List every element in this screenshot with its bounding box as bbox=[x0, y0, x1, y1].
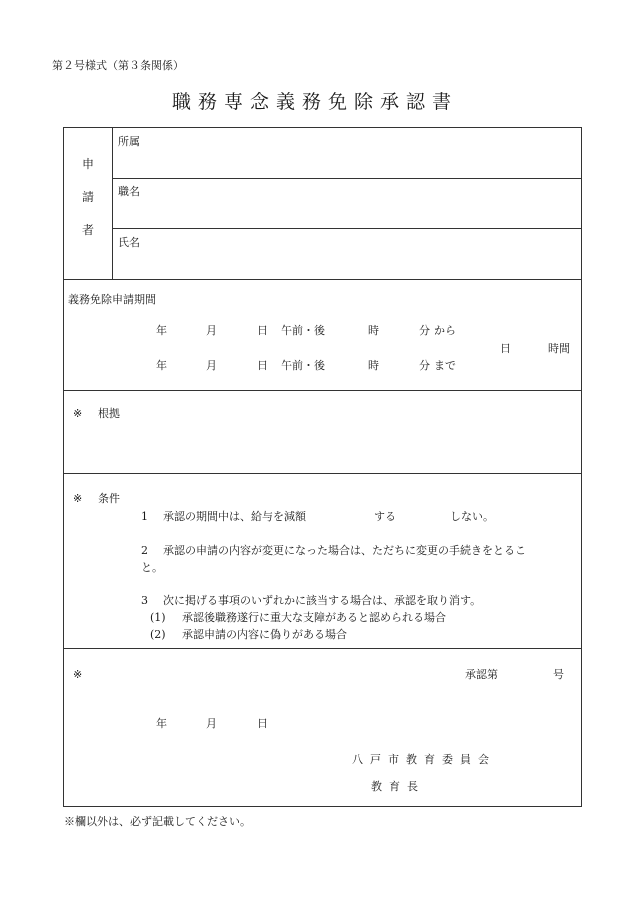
period-to-hour: 時 bbox=[368, 359, 379, 372]
approval-date-day: 日 bbox=[257, 717, 268, 730]
period-from-ampm: 午前・後 bbox=[281, 324, 325, 337]
period-from-minute: 分 bbox=[419, 324, 430, 337]
period-to-suffix: まで bbox=[434, 359, 456, 372]
condition-3-sub-2-number: (2) bbox=[150, 628, 166, 641]
condition-3-sub-1-number: (1) bbox=[150, 611, 166, 624]
job-title-label: 職名 bbox=[118, 185, 140, 198]
basis-label: 根拠 bbox=[98, 407, 120, 420]
approval-number-suffix: 号 bbox=[553, 668, 564, 681]
period-total-days: 日 bbox=[500, 342, 511, 355]
applicant-label-char: 申 bbox=[82, 157, 95, 171]
condition-3-number: 3 bbox=[141, 594, 148, 607]
issuer-name: 八戸市教育委員会 bbox=[352, 753, 496, 766]
condition-2-text-cont: と。 bbox=[141, 561, 163, 574]
condition-3-text: 次に掲げる事項のいずれかに該当する場合は、承認を取り消す。 bbox=[163, 594, 482, 607]
section-line bbox=[63, 648, 582, 649]
period-to-month: 月 bbox=[206, 359, 217, 372]
condition-2-text: 承認の申請の内容が変更になった場合は、ただちに変更の手続きをとるこ bbox=[163, 544, 526, 557]
approval-mark: ※ bbox=[73, 668, 83, 681]
applicant-label-char: 者 bbox=[82, 223, 95, 237]
row-line bbox=[112, 178, 582, 179]
row-line bbox=[112, 228, 582, 229]
period-from-hour: 時 bbox=[368, 324, 379, 337]
approval-date-month: 月 bbox=[206, 717, 217, 730]
period-from-day: 日 bbox=[257, 324, 268, 337]
applicant-label-char: 請 bbox=[82, 190, 95, 204]
condition-1-option-not: しない。 bbox=[450, 510, 494, 523]
footer-note: ※欄以外は、必ず記載してください。 bbox=[64, 815, 251, 828]
period-to-day: 日 bbox=[257, 359, 268, 372]
conditions-mark: ※ bbox=[73, 492, 83, 505]
period-to-ampm: 午前・後 bbox=[281, 359, 325, 372]
period-to-minute: 分 bbox=[419, 359, 430, 372]
condition-2-number: 2 bbox=[141, 544, 148, 557]
applicant-divider bbox=[112, 127, 113, 279]
condition-1-text: 承認の期間中は、給与を減額 bbox=[163, 510, 306, 523]
period-from-year: 年 bbox=[156, 324, 167, 337]
period-from-month: 月 bbox=[206, 324, 217, 337]
condition-3-sub-1-text: 承認後職務遂行に重大な支障があると認められる場合 bbox=[182, 611, 446, 624]
basis-mark: ※ bbox=[73, 407, 83, 420]
conditions-label: 条件 bbox=[98, 492, 120, 505]
name-label: 氏名 bbox=[118, 236, 140, 249]
condition-1-number: 1 bbox=[141, 510, 148, 523]
form-number: 第２号様式（第３条関係） bbox=[52, 59, 184, 72]
condition-3-sub-2-text: 承認申請の内容に偽りがある場合 bbox=[182, 628, 347, 641]
section-line bbox=[63, 390, 582, 391]
period-heading: 義務免除申請期間 bbox=[68, 293, 156, 306]
form-frame bbox=[63, 127, 582, 807]
period-to-year: 年 bbox=[156, 359, 167, 372]
approval-number-prefix: 承認第 bbox=[465, 668, 498, 681]
section-line bbox=[63, 473, 582, 474]
period-total-hours: 時間 bbox=[548, 342, 570, 355]
period-from-suffix: から bbox=[434, 324, 456, 337]
approval-date-year: 年 bbox=[156, 717, 167, 730]
issuer-title: 教育長 bbox=[371, 780, 425, 793]
condition-1-option-do: する bbox=[374, 510, 396, 523]
section-line bbox=[63, 279, 582, 280]
affiliation-label: 所属 bbox=[118, 135, 140, 148]
form-title: 職務専念義務免除承認書 bbox=[171, 91, 458, 113]
